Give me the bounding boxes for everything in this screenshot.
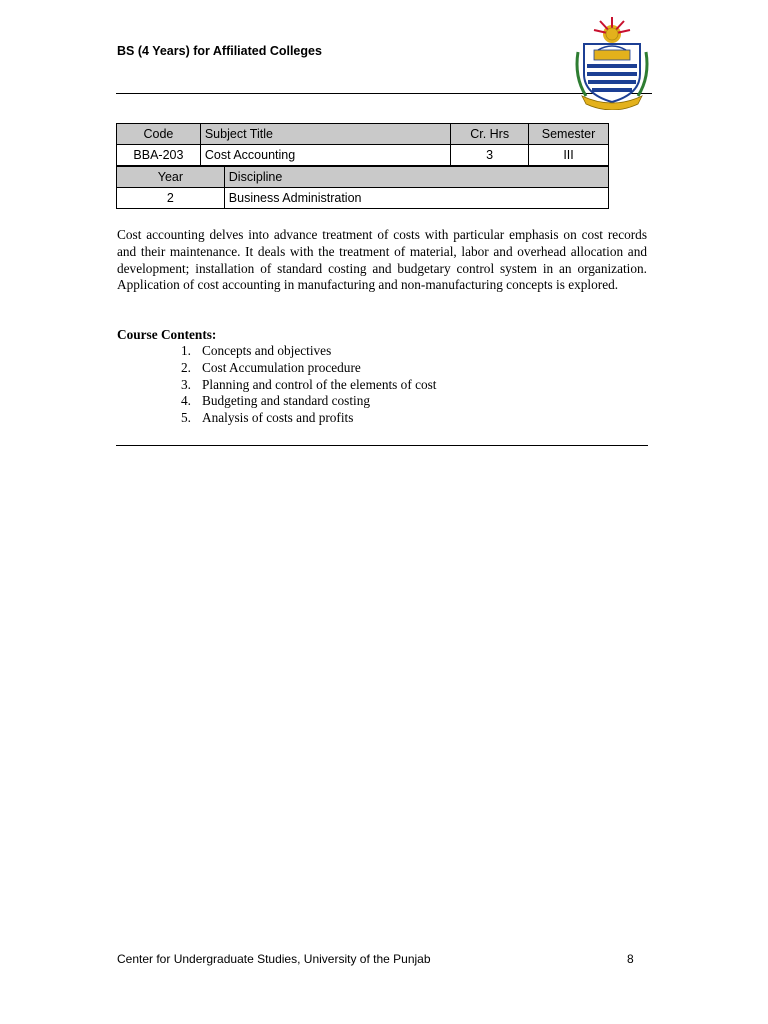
table-row [117,145,609,167]
header-discipline: Discipline [224,166,608,188]
header-semester: Semester [529,124,609,145]
semester: III [529,145,609,167]
header-credit-hours: Cr. Hrs [451,124,529,145]
list-item: 4. Budgeting and standard costing [181,393,371,409]
list-item: 5. Analysis of costs and profits [181,410,354,426]
university-crest-logo [572,12,652,110]
table-subheader-row [117,166,609,188]
credit-hours: 3 [451,145,529,167]
course-code: BBA-203 [117,145,201,167]
course-info-table [116,123,609,209]
course-contents-list [176,343,437,427]
header-year: Year [117,166,225,188]
table-row [117,188,609,209]
sun-rays-icon [594,17,630,43]
course-description: Cost accounting delves into advance treatment of costs with particular emphasis on cost records and their maintenance. It deals with the treatment of material, labor and overhead allocation and development; installation of standard costing and budgetary control system in an organization. Application of cost accounting in manufacturing and non-manufacturing concepts is explored. [117,227,647,293]
year: 2 [117,188,225,209]
list-item: 3. Planning and control of the elements of cost [181,376,437,392]
subject-title: Cost Accounting [200,145,450,167]
page-header-title: BS (4 Years) for Affiliated Colleges [117,44,322,58]
list-item: 1. Concepts and objectives [181,343,332,358]
page-number: 8 [627,952,634,966]
course-contents-heading: Course Contents: [117,327,217,342]
footer-text: Center for Undergraduate Studies, University of the Punjab [117,952,431,966]
header-code: Code [117,124,201,145]
table-header-row [117,124,609,145]
header-subject-title: Subject Title [200,124,450,145]
list-item: 2. Cost Accumulation procedure [181,359,361,375]
discipline: Business Administration [224,188,608,209]
section-divider [116,445,648,446]
